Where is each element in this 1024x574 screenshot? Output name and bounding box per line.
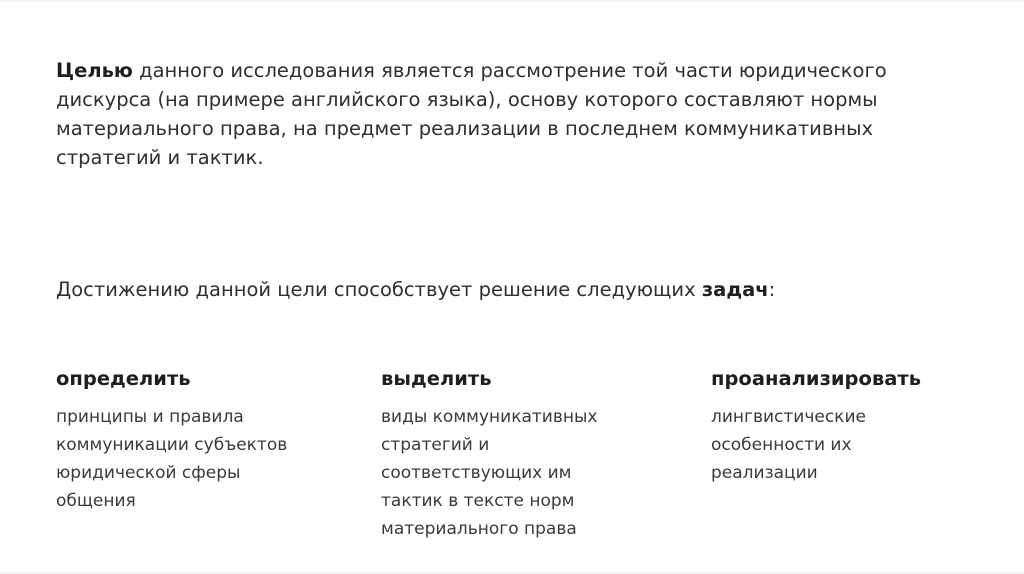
task-heading: проанализировать: [711, 367, 922, 390]
task-line: юридической сферы: [56, 463, 241, 483]
task-line: особенности их: [711, 435, 852, 455]
task-description: [381, 403, 681, 543]
task-line: тактик в тексте норм: [381, 491, 575, 511]
task-line: материального права: [381, 519, 577, 539]
task-line: реализации: [711, 463, 818, 483]
tasks-prefix: Достижению данной цели способствует решение следующих: [56, 278, 702, 301]
intro-bold-word: Целью: [56, 59, 133, 82]
task-description: [56, 403, 356, 515]
task-heading: определить: [56, 367, 191, 390]
task-line: лингвистические: [711, 407, 866, 427]
task-line: коммуникации субъектов: [56, 435, 288, 455]
tasks-sentence: [56, 275, 956, 304]
task-line: соответствующих им: [381, 463, 572, 483]
task-line: принципы и правила: [56, 407, 244, 427]
task-heading: выделить: [381, 367, 492, 390]
intro-line-4: стратегий и тактик.: [56, 146, 264, 169]
intro-line-1: данного исследования является рассмотрение той части юридического: [132, 59, 887, 82]
intro-line-2: дискурса (на примере английского языка), основу которого составляют нормы: [56, 88, 878, 111]
tasks-bold-word: задач: [701, 278, 769, 301]
task-line: общения: [56, 491, 136, 511]
task-column-analyze: [711, 364, 1011, 487]
task-column-highlight: [381, 364, 681, 543]
task-line: виды коммуникативных: [381, 407, 598, 427]
task-description: [711, 403, 1011, 487]
intro-paragraph: [56, 56, 956, 172]
tasks-suffix: :: [768, 278, 776, 301]
task-column-define: [56, 364, 356, 515]
task-line: стратегий и: [381, 435, 490, 455]
intro-line-3: материального права, на предмет реализации в последнем коммуникативных: [56, 117, 874, 140]
